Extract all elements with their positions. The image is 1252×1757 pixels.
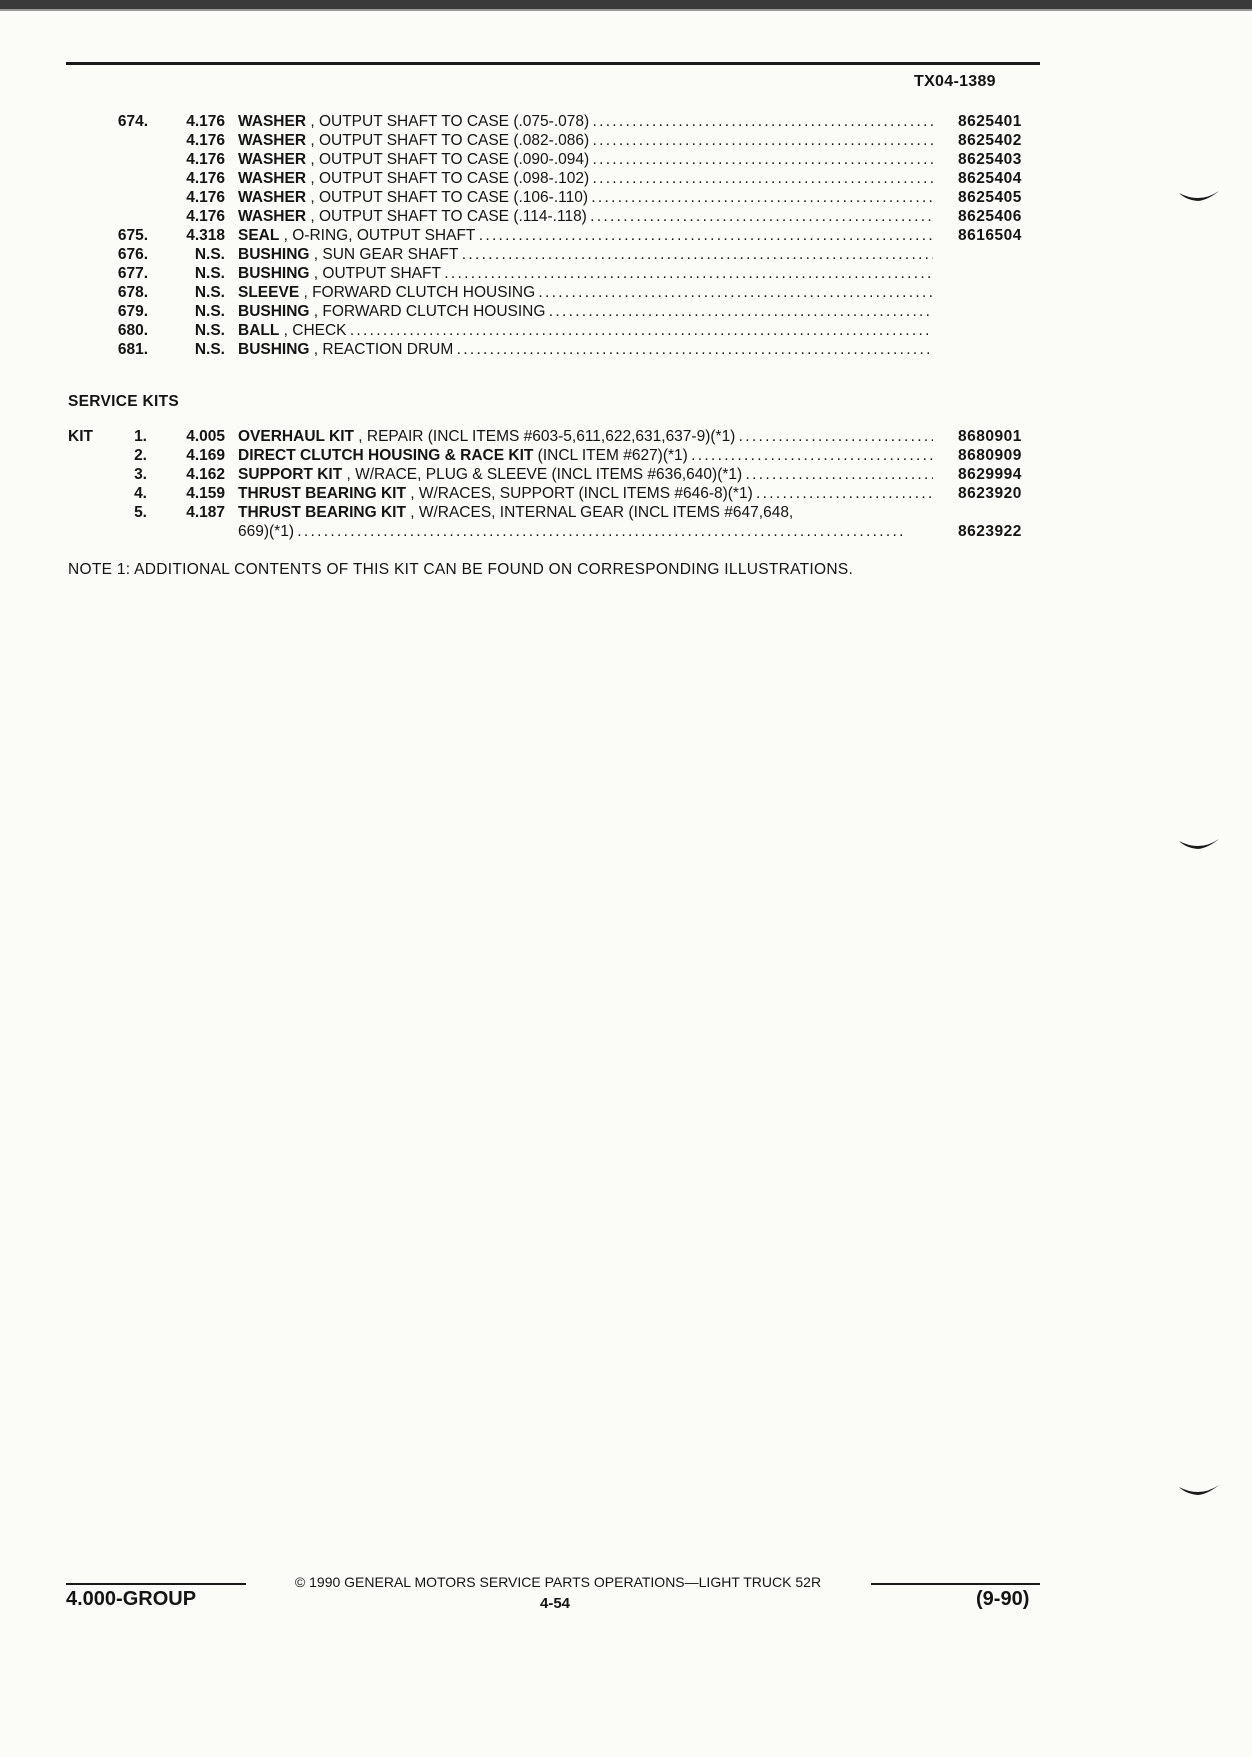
part-number: 8625403 — [958, 151, 1022, 168]
kit-row — [0, 484, 1252, 503]
kit-detail-continued: 669)(*1) . . . — [238, 522, 933, 541]
group-number: 4.187 — [186, 504, 225, 521]
part-detail: , OUTPUT SHAFT — [309, 265, 441, 282]
part-description — [238, 302, 933, 321]
kit-name: THRUST BEARING KIT — [238, 485, 406, 502]
group-number: 4.176 — [186, 170, 225, 187]
part-number: 8625405 — [958, 189, 1022, 206]
item-number: 678. — [117, 284, 148, 301]
kit-number: 1. — [134, 428, 147, 445]
kit-row-continued — [0, 522, 1252, 541]
part-description — [238, 321, 933, 340]
part-number: 8629994 — [958, 466, 1022, 483]
part-name: BUSHING — [238, 341, 310, 358]
group-number: 4.162 — [186, 466, 225, 483]
binder-hole-mark — [1178, 838, 1220, 852]
group-number: N.S. — [194, 284, 225, 301]
group-number: N.S. — [194, 341, 225, 358]
copyright-line: © 1990 GENERAL MOTORS SERVICE PARTS OPERATIONS—LIGHT TRUCK 52R — [294, 1574, 822, 1590]
part-detail: , OUTPUT SHAFT TO CASE (.106-.110) — [306, 189, 588, 206]
part-name: SLEEVE — [238, 284, 300, 301]
page-number: 4-54 — [539, 1595, 571, 1612]
top-scan-border — [0, 0, 1252, 9]
group-number: N.S. — [194, 322, 225, 339]
group-label: 4.000-GROUP — [66, 1588, 197, 1610]
part-name: WASHER — [238, 189, 307, 206]
kit-row — [0, 427, 1252, 446]
kit-detail: , W/RACES, SUPPORT (INCL ITEMS #646-8)(*1) — [405, 485, 753, 502]
group-number: 4.176 — [186, 151, 225, 168]
footer-rule-left — [66, 1583, 246, 1585]
kit-description — [238, 484, 933, 503]
kit-label: KIT — [68, 428, 93, 445]
part-description — [238, 226, 933, 245]
part-detail: , O-RING, OUTPUT SHAFT — [279, 227, 476, 244]
parts-row — [0, 226, 1252, 245]
parts-row — [0, 150, 1252, 169]
part-name: WASHER — [238, 208, 307, 225]
binder-hole-mark — [1178, 190, 1220, 204]
kit-number: 5. — [134, 504, 147, 521]
group-number: N.S. — [194, 303, 225, 320]
parts-row — [0, 112, 1252, 131]
section-title: SERVICE KITS — [68, 393, 179, 410]
item-number: 680. — [117, 322, 148, 339]
group-number: 4.176 — [186, 132, 225, 149]
group-number: N.S. — [194, 246, 225, 263]
part-description — [238, 264, 933, 283]
item-number: 674. — [117, 113, 148, 130]
part-description — [238, 245, 933, 264]
figure-reference: TX04-1389 — [914, 73, 996, 90]
kit-row — [0, 503, 1252, 522]
part-name: WASHER — [238, 151, 307, 168]
part-detail: , SUN GEAR SHAFT — [309, 246, 459, 263]
item-number: 676. — [117, 246, 148, 263]
kit-description — [238, 503, 933, 522]
item-number: 681. — [117, 341, 148, 358]
kit-detail: , W/RACE, PLUG & SLEEVE (INCL ITEMS #636,640)(*1) — [342, 466, 743, 483]
parts-row — [0, 340, 1252, 359]
parts-row — [0, 264, 1252, 283]
kit-name: SUPPORT KIT — [238, 466, 343, 483]
kit-number: 3. — [134, 466, 147, 483]
binder-hole-mark — [1178, 1484, 1220, 1498]
kit-name: THRUST BEARING KIT — [238, 504, 406, 521]
parts-row — [0, 131, 1252, 150]
kit-row — [0, 465, 1252, 484]
part-number: 8616504 — [958, 227, 1022, 244]
part-number: 8625406 — [958, 208, 1022, 225]
part-description — [238, 112, 933, 131]
kit-description — [238, 427, 933, 446]
part-detail: , OUTPUT SHAFT TO CASE (.075-.078) — [306, 113, 590, 130]
top-scan-border-shadow — [0, 9, 1252, 11]
part-detail: , FORWARD CLUTCH HOUSING — [299, 284, 536, 301]
part-description — [238, 131, 933, 150]
group-number: 4.169 — [186, 447, 225, 464]
part-number: 8680901 — [958, 428, 1022, 445]
part-number: 8625401 — [958, 113, 1022, 130]
group-number: 4.159 — [186, 485, 225, 502]
kit-description — [238, 465, 933, 484]
part-description — [238, 150, 933, 169]
part-detail: , CHECK — [279, 322, 347, 339]
kit-row — [0, 446, 1252, 465]
part-description — [238, 340, 933, 359]
part-detail: , OUTPUT SHAFT TO CASE (.098-.102) — [306, 170, 590, 187]
footer-rule-right — [871, 1583, 1040, 1585]
part-detail: , OUTPUT SHAFT TO CASE (.114-.118) — [306, 208, 587, 225]
footnote: NOTE 1: ADDITIONAL CONTENTS OF THIS KIT CAN BE FOUND ON CORRESPONDING ILLUSTRATIONS. — [68, 561, 854, 578]
item-number: 679. — [117, 303, 148, 320]
group-number: 4.176 — [186, 208, 225, 225]
kit-number: 4. — [134, 485, 147, 502]
part-description — [238, 188, 933, 207]
kit-description — [238, 446, 933, 465]
kit-detail: (INCL ITEM #627)(*1) — [533, 447, 688, 464]
part-name: BUSHING — [238, 246, 310, 263]
parts-row — [0, 302, 1252, 321]
part-number: 8625404 — [958, 170, 1022, 187]
group-number: 4.318 — [186, 227, 225, 244]
part-number: 8680909 — [958, 447, 1022, 464]
group-number: N.S. — [194, 265, 225, 282]
part-number: 8623922 — [958, 523, 1022, 540]
parts-row — [0, 207, 1252, 226]
group-number: 4.005 — [186, 428, 225, 445]
kit-detail: , REPAIR (INCL ITEMS #603-5,611,622,631,637-9)(*1) — [353, 428, 736, 445]
part-name: BUSHING — [238, 303, 310, 320]
parts-row — [0, 283, 1252, 302]
part-name: BALL — [238, 322, 280, 339]
part-number: 8625402 — [958, 132, 1022, 149]
part-name: WASHER — [238, 132, 307, 149]
parts-row — [0, 245, 1252, 264]
part-number: 8623920 — [958, 485, 1022, 502]
part-detail: , REACTION DRUM — [309, 341, 454, 358]
kit-number: 2. — [134, 447, 147, 464]
part-detail: , OUTPUT SHAFT TO CASE (.082-.086) — [306, 132, 590, 149]
kit-detail: , W/RACES, INTERNAL GEAR (INCL ITEMS #647,648, — [405, 504, 794, 521]
header-rule — [66, 62, 1040, 65]
item-number: 677. — [117, 265, 148, 282]
item-number: 675. — [117, 227, 148, 244]
part-description — [238, 169, 933, 188]
group-number: 4.176 — [186, 189, 225, 206]
part-description — [238, 207, 933, 226]
parts-row — [0, 169, 1252, 188]
parts-row — [0, 188, 1252, 207]
part-description — [238, 283, 933, 302]
part-name: BUSHING — [238, 265, 310, 282]
group-number: 4.176 — [186, 113, 225, 130]
part-name: SEAL — [238, 227, 280, 244]
kit-name: DIRECT CLUTCH HOUSING & RACE KIT — [238, 447, 534, 464]
kit-name: OVERHAUL KIT — [238, 428, 354, 445]
part-detail: , OUTPUT SHAFT TO CASE (.090-.094) — [306, 151, 590, 168]
part-name: WASHER — [238, 170, 307, 187]
revision-date: (9-90) — [976, 1588, 1030, 1610]
part-detail: , FORWARD CLUTCH HOUSING — [309, 303, 546, 320]
part-name: WASHER — [238, 113, 307, 130]
parts-row — [0, 321, 1252, 340]
